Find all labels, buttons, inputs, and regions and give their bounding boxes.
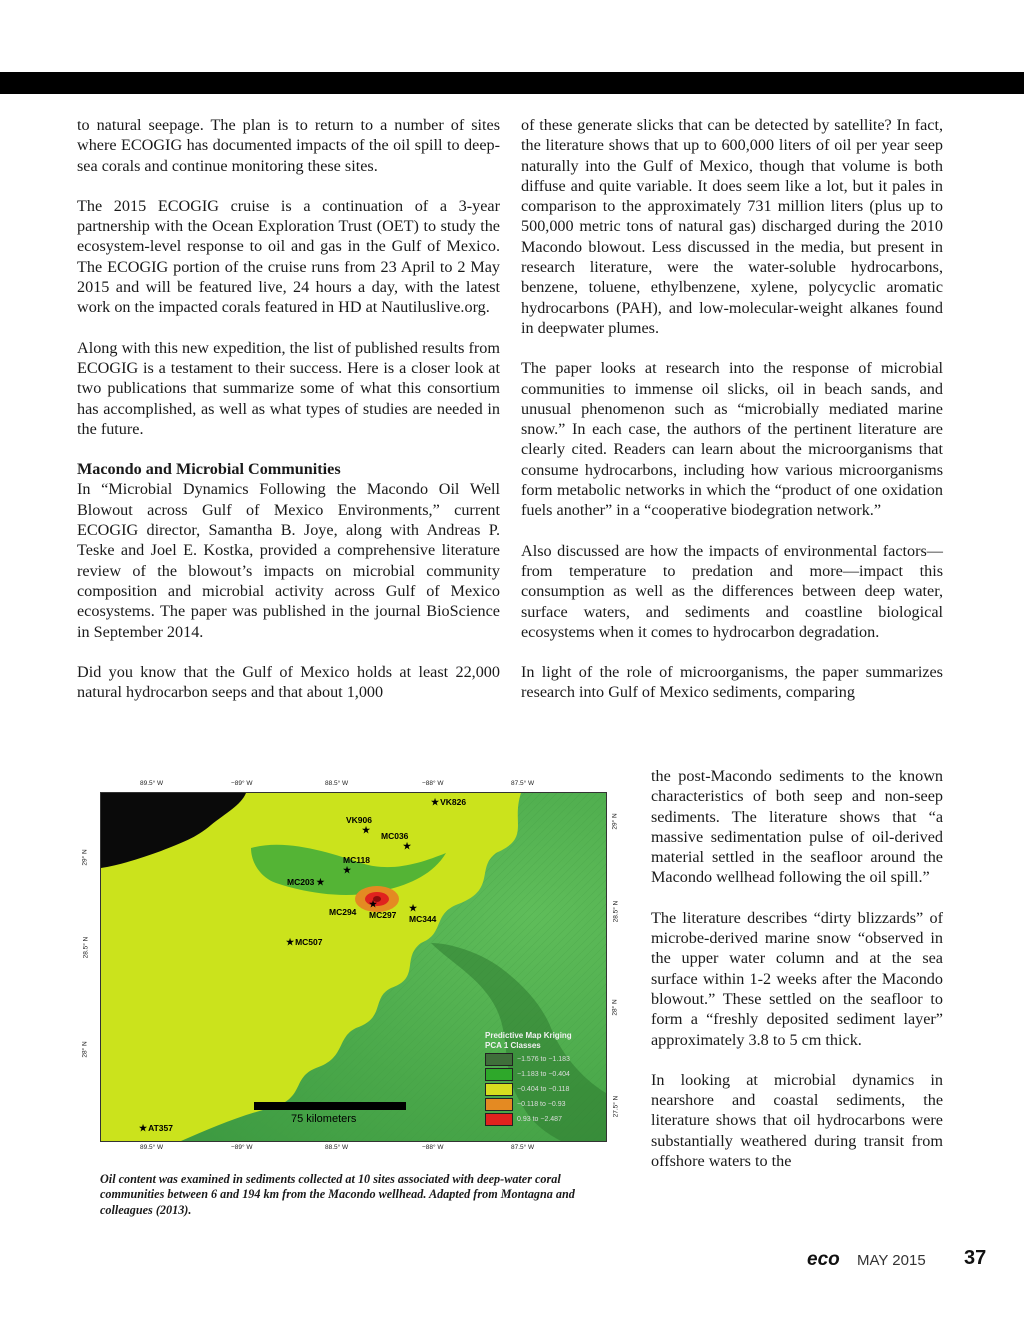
legend-subtitle: PCA 1 Classes [485, 1041, 541, 1050]
map-bottom-tick: −89° W [231, 1144, 253, 1151]
map-scale-label: 75 kilometers [291, 1113, 357, 1125]
paragraph: Also discussed are how the impacts of environmental factors—from temperature to predation and more—impact this consumption as well as the differences between deep water, surface waters, and sediments and coastline biological ecosystems when it comes to hydrocarbon degradation. [521, 541, 943, 641]
page-number: 37 [964, 1247, 987, 1269]
map-right-tick: 27.5° N [612, 1095, 620, 1118]
legend-row: −0.118 to −0.93 [485, 1097, 600, 1111]
map-top-tick: 88.5° W [325, 780, 349, 787]
star-icon: ★ [409, 903, 418, 913]
sediment-map-figure [81, 778, 625, 1158]
map-right-tick: 28° N [611, 999, 619, 1016]
map-top-tick: 89.5° W [140, 780, 164, 787]
site-label: ★MC507 [286, 937, 323, 947]
paragraph: of these generate slicks that can be detected by satellite? In fact, the literature shows that up to 600,000 liters of oil per year seep naturally into the Gulf of Mexico, though that volume is both diffuse and quite variable. It does seem like a lot, but it pales in comparison to the approximately 731 million liters (plus up to 500,000 metric tons of natural gas) discharged during the 2010 Macondo blowout. Less discussed in the media, but present in research literature, were the water-soluble hydrocarbons, benzene, toluene, ethylbenzene, xylene, polycyclic aromatic hydrocarbons (PAH), and low-molecular-weight alkanes found in deepwater plumes. [521, 116, 943, 337]
paragraph: The 2015 ECOGIG cruise is a continuation of a 3-year partnership with the Ocean Exploration Trust (OET) to study the ecosystem-level response to oil and gas in the Gulf of Mexico. The ECOGIG portion of the cruise runs from 23 April to 2 May 2015 and will be featured live, 24 hours a day, with the latest work on the impacted corals featured in HD at Nautiluslive.org. [77, 196, 500, 317]
map-left-tick: 29° N [81, 849, 89, 866]
paragraph: the post-Macondo sediments to the known characteristics of both seep and non-seep sediments. The literature shows that “a massive sedimentation pulse of oil-derived material settled in the seafloor around the Macondo wellhead following the oil spill.” [651, 767, 943, 887]
site-label: MC036 ★ [381, 831, 412, 851]
site-label: VK906 ★ [346, 815, 372, 835]
page-footer [780, 1247, 1000, 1277]
legend-swatch [485, 1098, 513, 1111]
map-bottom-tick: −88° W [422, 1144, 444, 1151]
left-column [77, 115, 500, 702]
site-label: ★ MC344 [409, 903, 437, 924]
map-bottom-tick: 87.5° W [511, 1144, 535, 1151]
legend-row: −1.576 to −1.183 [485, 1052, 600, 1066]
legend-swatch [485, 1053, 513, 1066]
map-right-tick: 29° N [611, 813, 619, 830]
figure-caption: Oil content was examined in sediments collected at 10 sites associated with deep-water coral communities between 6 and 194 km from the Macondo wellhead. Adapted from Montagna and colleagues (2013). [100, 1172, 575, 1217]
legend-swatch [485, 1068, 513, 1081]
map-right-tick: 28.5° N [612, 900, 620, 923]
legend-title: Predictive Map Kriging [485, 1031, 572, 1040]
map-top-tick: 87.5° W [511, 780, 535, 787]
map-left-tick: 28.5° N [82, 936, 90, 959]
site-label: ★VK826 [431, 797, 467, 807]
map-top-tick: −89° W [231, 780, 253, 787]
star-icon: ★ [403, 841, 412, 851]
site-label: ★ MC297 [369, 899, 397, 920]
star-icon: ★ [316, 877, 325, 887]
right-column [521, 115, 943, 703]
map-left-tick: 28° N [81, 1041, 89, 1058]
section-subhead: Macondo and Microbial Communities [77, 460, 341, 479]
magazine-brand: eco [807, 1249, 840, 1270]
paragraph: Along with this new expedition, the list of published results from ECOGIG is a testament to their success. Here is a closer look at two publications that summarize some of what this consortium has accomplished, as well as what types of studies are needed in the future. [77, 338, 500, 438]
star-icon: ★ [343, 865, 352, 875]
map-scalebar [254, 1102, 406, 1110]
issue-date: MAY 2015 [857, 1252, 926, 1269]
map-legend [485, 1031, 600, 1139]
narrow-column [651, 766, 943, 1171]
legend-row: −0.404 to −0.118 [485, 1082, 600, 1096]
paragraph: In “Microbial Dynamics Following the Macondo Oil Well Blowout across Gulf of Mexico Environments,” current ECOGIG director, Samantha B. Joye, along with Andreas P. Teske and Joel E. Kostka, provided a comprehensive literature review of the blowout’s impacts on microbial community composition and microbial activity across Gulf of Mexico ecosystems. The paper was published in the journal BioScience in September 2014. [77, 480, 500, 641]
star-icon: ★ [369, 899, 378, 909]
paragraph: The paper looks at research into the response of microbial communities to immense oil slicks, oil in beach sands, and unusual phenomenon such as “microbially mediated marine snow.” In each case, the authors of the pertinent literature are clearly cited. Readers can learn about the microorganisms that consume hydrocarbons, including how various microorganisms form metabolic networks in which the “product of one oxidation fuels another” in a “cooperative biodegration network.” [521, 359, 943, 520]
paragraph: to natural seepage. The plan is to return to a number of sites where ECOGIG has documented impacts of the oil spill to deep-sea corals and continue monitoring these sites. [77, 116, 500, 175]
site-label: MC294 [329, 907, 357, 917]
paragraph: Did you know that the Gulf of Mexico holds at least 22,000 natural hydrocarbon seeps and that about 1,000 [77, 662, 500, 702]
legend-row: −1.183 to −0.404 [485, 1067, 600, 1081]
site-label: MC203 ★ [287, 877, 325, 887]
star-icon: ★ [139, 1123, 148, 1133]
paragraph: In looking at microbial dynamics in nearshore and coastal sediments, the literature shows that oil hydrocarbons were substantially weathered during transit from offshore waters to the [651, 1070, 943, 1171]
legend-swatch [485, 1113, 513, 1126]
map-bottom-tick: 88.5° W [325, 1144, 349, 1151]
map-frame [100, 792, 607, 1142]
map-top-tick: −88° W [422, 780, 444, 787]
star-icon: ★ [431, 797, 440, 807]
legend-row: 0.93 to −2.487 [485, 1112, 600, 1126]
site-label: MC118 ★ [343, 855, 370, 875]
paragraph: In light of the role of microorganisms, the paper summarizes research into Gulf of Mexico sediments, comparing [521, 663, 943, 702]
site-label: ★AT357 [139, 1123, 173, 1133]
star-icon: ★ [362, 825, 371, 835]
paragraph: The literature describes “dirty blizzards” of microbe-derived marine snow “observed in the upper water column and at the sea surface within 1-2 weeks after the Macondo blowout.” These settled on the seafloor to form a “freshly deposited sediment layer” approximately 3.8 to 5 cm thick. [651, 908, 943, 1049]
star-icon: ★ [286, 937, 295, 947]
map-bottom-tick: 89.5° W [140, 1144, 164, 1151]
legend-swatch [485, 1083, 513, 1096]
top-black-bar [0, 72, 1024, 94]
